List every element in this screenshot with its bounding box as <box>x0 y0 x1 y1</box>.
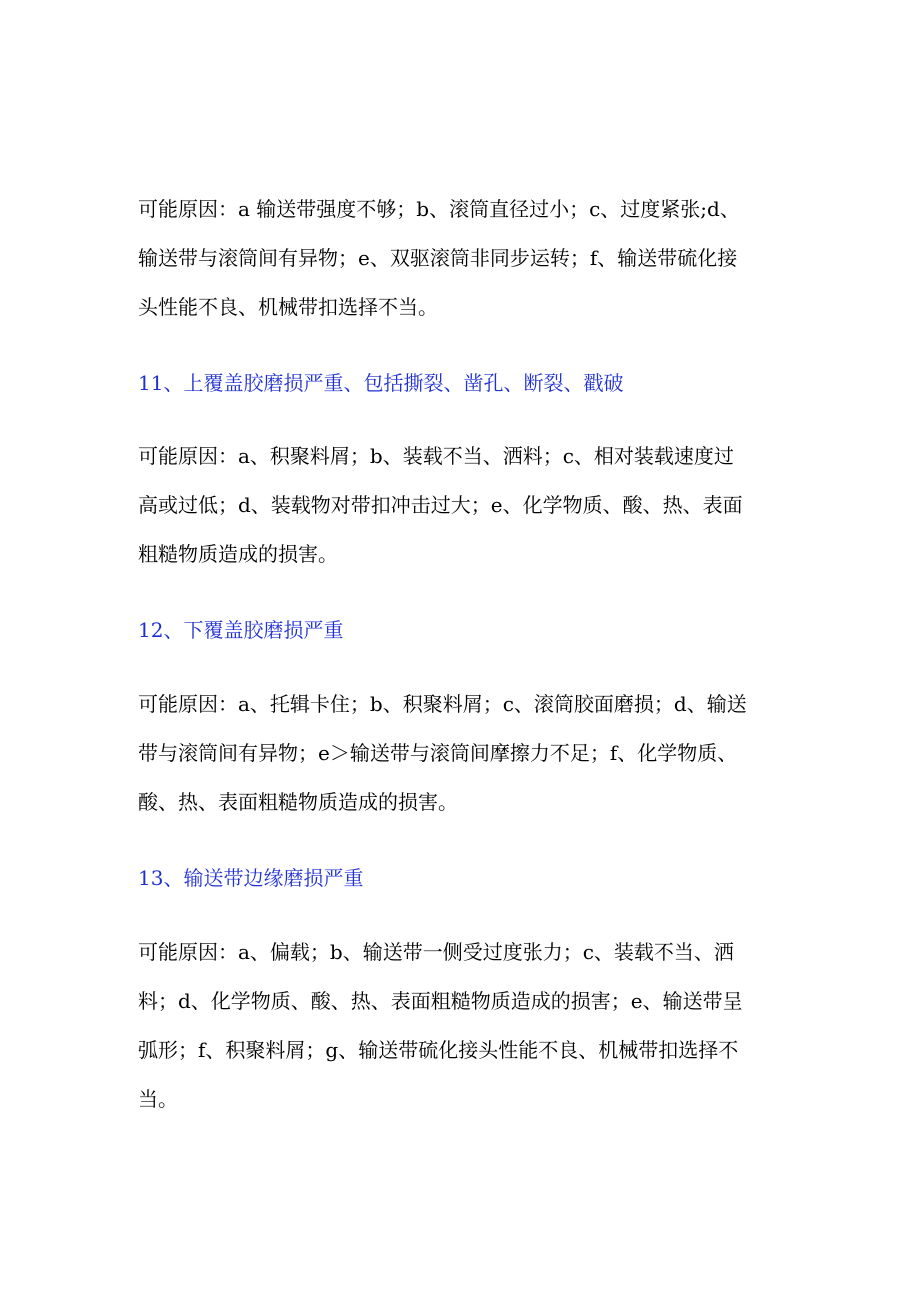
heading-13: 13、输送带边缘磨损严重 <box>138 866 364 890</box>
heading-12: 12、下覆盖胶磨损严重 <box>138 618 344 642</box>
text-line: 当。 <box>138 1087 178 1111</box>
text-line: 可能原因：a、偏载；b、输送带一侧受过度张力；c、装载不当、洒 <box>138 940 734 964</box>
paragraph-causes-11 <box>138 432 798 579</box>
text-line: 输送带与滚筒间有异物；e、双驱滚筒非同步运转；f、输送带硫化接 <box>138 246 738 270</box>
text-line: 可能原因：a、积聚料屑；b、装载不当、洒料；c、相对装载速度过 <box>138 444 734 468</box>
text-line: 高或过低；d、装载物对带扣冲击过大；e、化学物质、酸、热、表面 <box>138 493 743 517</box>
text-line: 粗糙物质造成的损害。 <box>138 542 338 566</box>
text-line: 带与滚筒间有异物；e＞输送带与滚筒间摩擦力不足；f、化学物质、 <box>138 741 738 765</box>
text-line: 可能原因：a 输送带强度不够；b、滚筒直径过小；c、过度紧张;d、 <box>138 197 740 221</box>
text-line: 头性能不良、机械带扣选择不当。 <box>138 295 438 319</box>
text-line: 酸、热、表面粗糙物质造成的损害。 <box>138 790 458 814</box>
heading-11: 11、上覆盖胶磨损严重、包括撕裂、凿孔、断裂、戳破 <box>138 371 624 395</box>
text-line: 可能原因：a、托辑卡住；b、积聚料屑；c、滚筒胶面磨损；d、输送 <box>138 692 747 716</box>
paragraph-causes-13 <box>138 928 798 1124</box>
text-line: 料；d、化学物质、酸、热、表面粗糙物质造成的损害；e、输送带呈 <box>138 989 743 1013</box>
paragraph-causes-12 <box>138 680 798 827</box>
text-line: 弧形；f、积聚料屑；g、输送带硫化接头性能不良、机械带扣选择不 <box>138 1038 739 1062</box>
paragraph-causes-10 <box>138 185 798 332</box>
